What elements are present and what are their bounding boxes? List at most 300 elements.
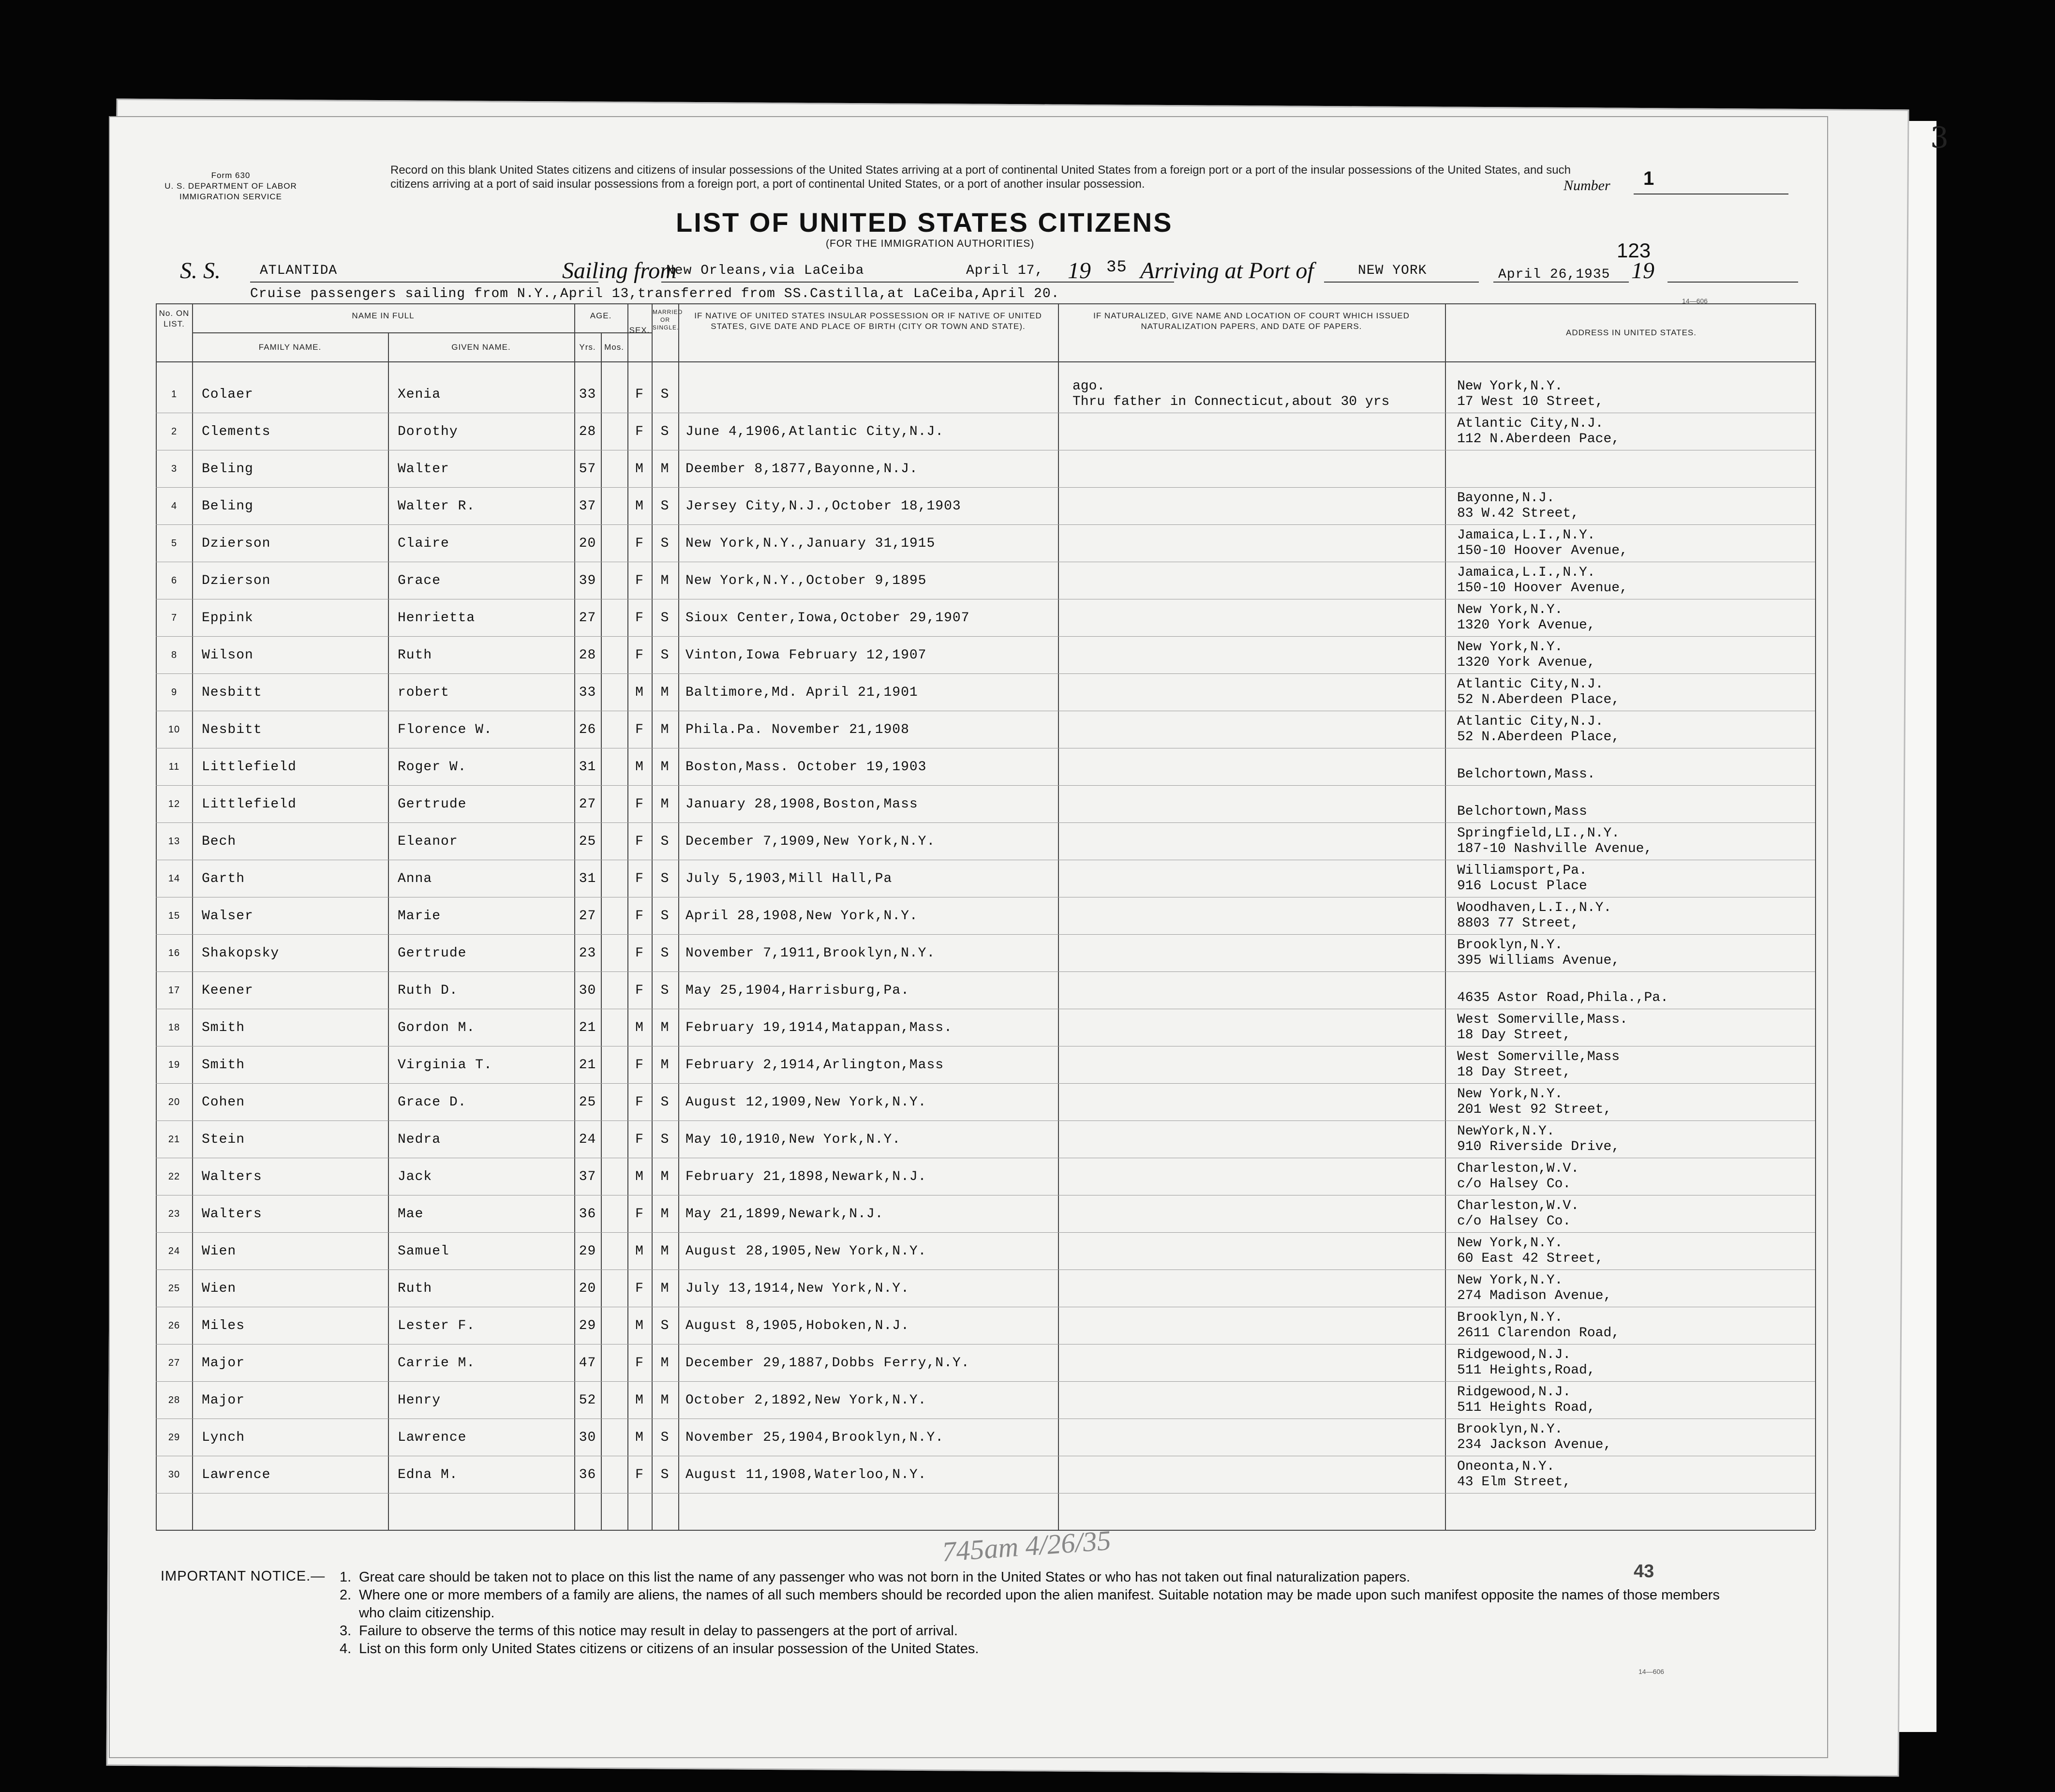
sex: F [635,424,644,439]
us-address [1457,860,1796,897]
family-name: Dzierson [202,536,271,551]
naturalization-line [1072,528,1440,543]
birth-place-date: May 10,1910,New York,N.Y. [685,1132,901,1147]
family-name: Eppink [202,611,253,626]
marital-status: M [660,1281,670,1296]
naturalization-line [1072,469,1440,484]
header-naturalization: IF NATURALIZED, GIVE NAME AND LOCATION OF COURT WHICH ISSUED NATURALIZATION PAPERS, AND DATE OF PAPERS. [1093,311,1410,331]
sex: M [635,1430,644,1445]
header-yrs: Yrs. [579,343,596,352]
us-address [1457,1009,1796,1046]
row-number: 3 [171,463,178,474]
voyage-note: Cruise passengers sailing from N.Y.,April 13,transferred from SS.Castilla,at LaCeiba,April 20. [250,286,1060,301]
marital-status: S [660,871,670,886]
birth-place-date: November 25,1904,Brooklyn,N.Y. [685,1430,944,1445]
table-row [110,1158,1827,1195]
naturalization-line [1072,677,1440,692]
notice-heading: IMPORTANT NOTICE.— [161,1568,326,1584]
family-name: Dzierson [202,573,271,588]
row-number: 6 [171,575,178,586]
row-number: 13 [168,836,180,847]
family-name: Beling [202,499,253,514]
age-years: 27 [579,611,596,626]
naturalization-info [1072,488,1440,525]
address-line: 17 West 10 Street, [1457,394,1604,409]
family-name: Nesbitt [202,722,262,737]
naturalization-line [1072,1310,1440,1326]
table-row [110,1270,1827,1307]
family-name: Major [202,1356,245,1371]
family-name: Walters [202,1169,262,1184]
table-row [110,860,1827,897]
given-name: Henrietta [398,611,476,626]
naturalization-line [1072,1065,1440,1080]
birth-place-date: November 7,1911,Brooklyn,N.Y. [685,946,936,961]
naturalization-info [1072,1270,1440,1307]
address-line: 511 Heights Road, [1457,1400,1595,1415]
us-address [1457,562,1796,599]
address-line: 916 Locust Place [1457,879,1587,894]
address-line: Charleston,W.V. [1457,1161,1579,1176]
notice-item: 1. Great care should be taken not to place on this list the name of any passenger who was not born in the United States or who has not taken out final naturalization papers. [340,1569,1411,1585]
row-number: 12 [168,799,180,809]
address-line: 910 Riverside Drive, [1457,1139,1620,1154]
sailing-date: April 17, [966,263,1044,278]
naturalization-info [1072,1121,1440,1158]
naturalization-line [1072,1161,1440,1177]
header-given-name: GIVEN NAME. [451,343,511,352]
footer-mark: 14—606 [1638,1668,1664,1675]
address-line: 395 Williams Avenue, [1457,953,1620,968]
age-years: 24 [579,1132,596,1147]
sailing-from: New Orleans,via LaCeiba [666,263,864,278]
age-years: 30 [579,983,596,998]
address-line: Springfield,LI.,N.Y. [1457,826,1620,841]
marital-status: S [660,834,670,849]
naturalization-info [1072,1233,1440,1270]
table-row [110,1344,1827,1382]
table-row [110,1307,1827,1344]
naturalization-line [1072,714,1440,730]
marital-status: S [660,1430,670,1445]
naturalization-info [1072,1344,1440,1382]
sex: F [635,797,644,812]
family-name: Nesbitt [202,685,262,700]
given-name: Ruth [398,1281,432,1296]
age-years: 33 [579,685,596,700]
given-name: Virginia T. [398,1058,492,1073]
age-years: 36 [579,1207,596,1222]
row-number: 1 [171,389,178,400]
ship-name: ATLANTIDA [260,263,338,278]
naturalization-line [1072,581,1440,596]
given-name: Florence W. [398,722,492,737]
address-line: Brooklyn,N.Y. [1457,1422,1563,1437]
row-number: 8 [171,650,178,660]
birth-place-date: Phila.Pa. November 21,1908 [685,722,909,737]
table-row [110,897,1827,935]
row-number: 18 [168,1022,180,1033]
given-name: Jack [398,1169,432,1184]
sex: F [635,834,644,849]
row-number: 14 [168,873,180,884]
row-number: 10 [168,724,180,735]
given-name: Grace D. [398,1095,467,1110]
address-line: 150-10 Hoover Avenue, [1457,543,1628,558]
row-number: 24 [168,1246,180,1256]
given-name: Roger W. [398,760,467,775]
table-row [110,1084,1827,1121]
birth-place-date: April 28,1908,New York,N.Y. [685,909,918,924]
arrival-port: NEW YORK [1358,263,1427,278]
ss-label: S. S. [180,258,221,284]
address-line: Belchortown,Mass. [1457,767,1595,782]
family-name: Cohen [202,1095,245,1110]
family-name: Bech [202,834,237,849]
row-number: 17 [168,985,180,996]
page-subtitle: (FOR THE IMMIGRATION AUTHORITIES) [826,238,1035,249]
naturalization-line [1072,640,1440,655]
us-address [1457,972,1796,1009]
us-address [1457,823,1796,860]
address-line: Bayonne,N.J. [1457,491,1555,506]
notice-item: 3. Failure to observe the terms of this notice may result in delay to passengers at the port of arrival. [340,1623,958,1639]
given-name: Walter [398,462,449,477]
naturalization-line [1072,1198,1440,1214]
age-years: 28 [579,424,596,439]
given-name: Gertrude [398,946,467,961]
naturalization-line [1072,432,1440,447]
given-name: Eleanor [398,834,458,849]
binder-hole [77,571,100,593]
corner-mark: 3 [1930,121,1949,155]
header-no: No. ON LIST. [159,309,190,329]
naturalization-info [1072,674,1440,711]
us-address [1457,1046,1796,1084]
naturalization-line [1072,1124,1440,1139]
age-years: 21 [579,1020,596,1035]
naturalization-info [1072,376,1440,413]
sex: F [635,871,644,886]
naturalization-info [1072,1382,1440,1419]
marital-status: S [660,424,670,439]
age-years: 31 [579,760,596,775]
age-years: 20 [579,536,596,551]
us-address [1457,413,1796,450]
row-number: 29 [168,1432,180,1443]
sex: F [635,1132,644,1147]
address-line: 201 West 92 Street, [1457,1102,1612,1117]
address-line: 18 Day Street, [1457,1028,1571,1043]
sex: F [635,387,644,402]
naturalization-info [1072,972,1440,1009]
us-address [1457,450,1796,488]
age-years: 26 [579,722,596,737]
sex: F [635,1281,644,1296]
address-line: Atlantic City,N.J. [1457,677,1604,692]
stamp-number: 123 [1617,239,1651,262]
notice-list [340,1568,1742,1658]
address-line: 274 Madison Avenue, [1457,1288,1612,1303]
age-years: 29 [579,1318,596,1333]
birth-place-date: Boston,Mass. October 19,1903 [685,760,927,775]
naturalization-line [1072,879,1440,894]
given-name: Dorothy [398,424,458,439]
address-line: 2611 Clarendon Road, [1457,1326,1620,1341]
sex: M [635,1393,644,1408]
row-number: 30 [168,1469,180,1480]
us-address [1457,674,1796,711]
row-number: 26 [168,1320,180,1331]
age-years: 37 [579,499,596,514]
birth-place-date: August 12,1909,New York,N.Y. [685,1095,927,1110]
table-row [110,637,1827,674]
address-line: West Somerville,Mass [1457,1049,1620,1064]
age-years: 30 [579,1430,596,1445]
us-address [1457,1121,1796,1158]
birth-place-date: May 21,1899,Newark,N.J. [685,1207,884,1222]
table-row [110,488,1827,525]
naturalization-line [1072,1326,1440,1341]
age-years: 21 [579,1058,596,1073]
address-line: c/o Halsey Co. [1457,1177,1571,1192]
birth-place-date: July 5,1903,Mill Hall,Pa [685,871,893,886]
birth-place-date: October 2,1892,New York,N.Y. [685,1393,927,1408]
address-line: 187-10 Nashville Avenue, [1457,841,1653,856]
table-row [110,376,1827,413]
marital-status: M [660,685,670,700]
us-address [1457,1158,1796,1195]
us-address [1457,1456,1796,1493]
row-number: 4 [171,501,178,511]
naturalization-info [1072,413,1440,450]
address-line: 52 N.Aberdeen Place, [1457,692,1620,707]
us-address [1457,748,1796,786]
address-line: 511 Heights,Road, [1457,1363,1595,1378]
given-name: Ruth [398,648,432,663]
birth-place-date: January 28,1908,Boston,Mass [685,797,918,812]
sex: M [635,1244,644,1259]
naturalization-info [1072,1419,1440,1456]
given-name: Claire [398,536,449,551]
marital-status: M [660,722,670,737]
address-line: 1320 York Avenue, [1457,618,1595,633]
naturalization-line [1072,826,1440,841]
birth-place-date: December 7,1909,New York,N.Y. [685,834,936,849]
table-row [110,1419,1827,1456]
marital-status: M [660,573,670,588]
naturalization-info [1072,1195,1440,1233]
sailing-label: Sailing from [562,258,677,284]
naturalization-line [1072,1437,1440,1453]
family-name: Colaer [202,387,253,402]
marital-status: M [660,760,670,775]
manifest-page [109,116,1828,1758]
us-address [1457,786,1796,823]
table-row [110,1382,1827,1419]
table-row [110,525,1827,562]
age-years: 52 [579,1393,596,1408]
birth-place-date: New York,N.Y.,October 9,1895 [685,573,927,588]
family-name: Major [202,1393,245,1408]
address-line: Woodhaven,L.I.,N.Y. [1457,900,1612,915]
row-number: 28 [168,1395,180,1405]
family-name: Wien [202,1281,237,1296]
number-value: 1 [1643,168,1654,189]
marital-status: S [660,1318,670,1333]
given-name: Anna [398,871,432,886]
naturalization-info [1072,748,1440,786]
naturalization-line [1072,1288,1440,1304]
marital-status: S [660,1095,670,1110]
naturalization-line [1072,1177,1440,1192]
naturalization-info [1072,1307,1440,1344]
age-years: 20 [579,1281,596,1296]
arrival-year-prefix: 19 [1631,258,1654,284]
marital-status: M [660,1058,670,1073]
family-name: Littlefield [202,760,297,775]
naturalization-line [1072,1422,1440,1437]
number-label: Number [1564,178,1610,194]
sex: F [635,1207,644,1222]
marital-status: S [660,536,670,551]
marital-status: S [660,946,670,961]
marital-status: M [660,1244,670,1259]
table-row [110,413,1827,450]
marital-status: M [660,462,670,477]
given-name: Edna M. [398,1467,458,1482]
address-line [1457,453,1796,469]
sex: F [635,722,644,737]
us-address [1457,1233,1796,1270]
naturalization-line [1072,1214,1440,1229]
binder-hole [77,726,100,748]
age-years: 27 [579,797,596,812]
table-row [110,1233,1827,1270]
birth-place-date: Baltimore,Md. April 21,1901 [685,685,918,700]
birth-place-date: August 11,1908,Waterloo,N.Y. [685,1467,927,1482]
address-line: Jamaica,L.I.,N.Y. [1457,528,1595,543]
notice-item: 4. List on this form only United States citizens or citizens of an insular possession of the United States. [340,1641,979,1657]
sex: M [635,685,644,700]
row-number: 5 [171,538,178,549]
row-number: 19 [168,1060,180,1070]
age-years: 29 [579,1244,596,1259]
naturalization-line [1072,1102,1440,1118]
naturalization-info [1072,711,1440,748]
naturalization-line [1072,618,1440,633]
marital-status: M [660,1393,670,1408]
address-line: Brooklyn,N.Y. [1457,938,1563,953]
address-line: 43 Elm Street, [1457,1475,1571,1490]
sex: F [635,983,644,998]
naturalization-info [1072,1046,1440,1084]
naturalization-line [1072,730,1440,745]
address-line: 8803 77 Street, [1457,916,1579,931]
naturalization-line [1072,1012,1440,1028]
naturalization-line [1072,938,1440,953]
birth-place-date: July 13,1914,New York,N.Y. [685,1281,909,1296]
given-name: Henry [398,1393,441,1408]
us-address [1457,1382,1796,1419]
address-line: 18 Day Street, [1457,1065,1571,1080]
binder-hole [77,1137,100,1159]
table-row [110,711,1827,748]
sex: F [635,1095,644,1110]
marital-status: S [660,611,670,626]
naturalization-line [1072,1273,1440,1288]
us-address [1457,376,1796,413]
row-number: 7 [171,612,178,623]
family-name: Wien [202,1244,237,1259]
marital-status: M [660,797,670,812]
table-row [110,1009,1827,1046]
form-instructions: Record on this blank United States citizens and citizens of insular possessions of the United States arriving at a port of continental United States from a foreign port or a port of the insular possessions of the United States, and such citizens arriving at a port of said insular possessions from a foreign port, a port of continental United States, or a port of another insular possession. [390,164,1571,191]
naturalization-line [1072,1087,1440,1102]
naturalization-info [1072,1084,1440,1121]
family-name: Littlefield [202,797,297,812]
address-line: Ridgewood,N.J. [1457,1385,1571,1400]
age-years: 39 [579,573,596,588]
naturalization-line [1072,1028,1440,1043]
table-row [110,1121,1827,1158]
address-line: 112 N.Aberdeen Pace, [1457,432,1620,447]
birth-place-date: December 29,1887,Dobbs Ferry,N.Y. [685,1356,970,1371]
us-address [1457,637,1796,674]
table-row [110,786,1827,823]
naturalization-line [1072,565,1440,581]
birth-place-date: New York,N.Y.,January 31,1915 [685,536,936,551]
given-name: Xenia [398,387,441,402]
age-years: 36 [579,1467,596,1482]
age-years: 27 [579,909,596,924]
binder-hole [77,382,100,404]
row-number: 27 [168,1358,180,1368]
naturalization-line [1072,1236,1440,1251]
header-family-name: FAMILY NAME. [258,343,322,352]
marital-status: S [660,983,670,998]
birth-place-date: June 4,1906,Atlantic City,N.J. [685,424,944,439]
family-name: Lynch [202,1430,245,1445]
naturalization-line [1072,804,1440,820]
naturalization-line [1072,416,1440,432]
family-name: Beling [202,462,253,477]
given-name: Lester F. [398,1318,476,1333]
naturalization-line [1072,863,1440,879]
given-name: Lawrence [398,1430,467,1445]
sex: M [635,499,644,514]
sex: M [635,1169,644,1184]
table-row [110,1456,1827,1493]
naturalization-info [1072,525,1440,562]
sex: F [635,1058,644,1073]
address-line: New York,N.Y. [1457,1236,1563,1251]
birth-place-date: August 8,1905,Hoboken,N.J. [685,1318,909,1333]
given-name: robert [398,685,449,700]
naturalization-info [1072,562,1440,599]
arrival-date: April 26,1935 [1498,267,1610,282]
naturalization-info [1072,450,1440,488]
row-number: 9 [171,687,178,698]
binder-hole [77,1026,100,1048]
marital-status: S [660,648,670,663]
row-number: 23 [168,1209,180,1219]
marital-status: M [660,1020,670,1035]
us-address [1457,1307,1796,1344]
naturalization-line [1072,1363,1440,1378]
sex: F [635,1356,644,1371]
birth-place-date: August 28,1905,New York,N.Y. [685,1244,927,1259]
